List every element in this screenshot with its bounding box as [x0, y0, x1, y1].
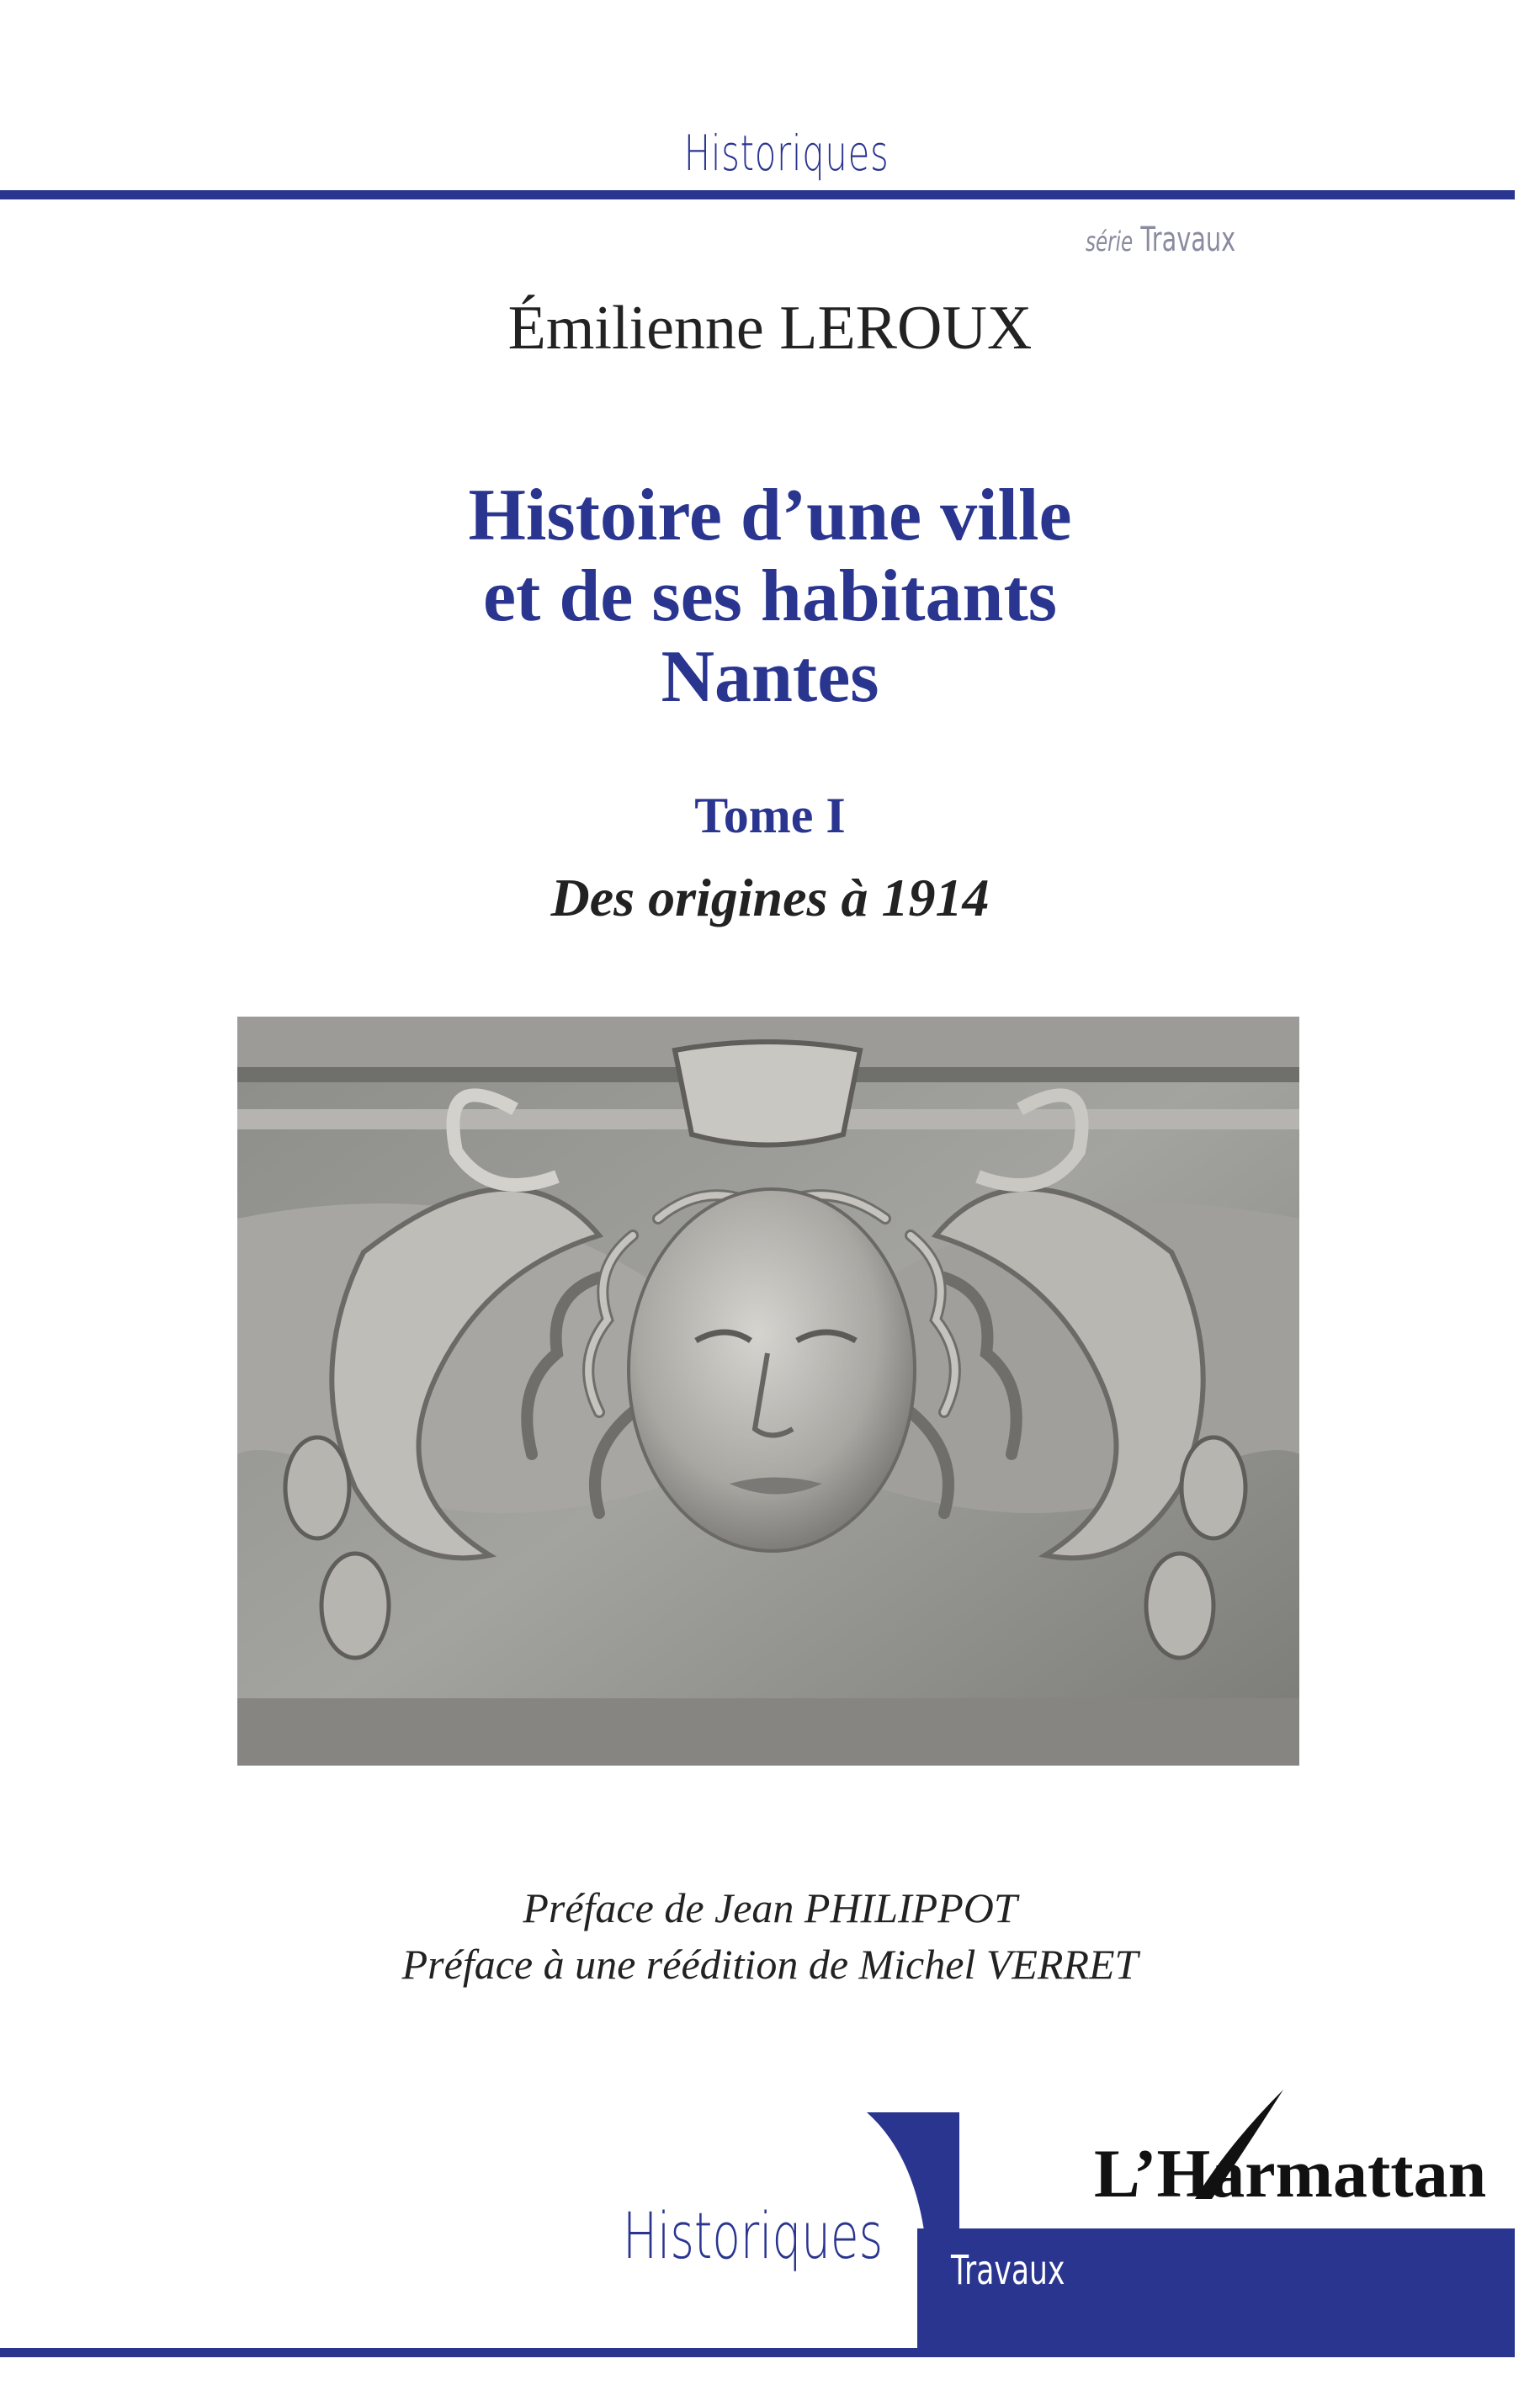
publisher-logo: L’Harmattan	[1094, 2135, 1487, 2212]
top-rule	[0, 190, 1515, 199]
author-name: Émilienne LEROUX	[507, 294, 1033, 363]
series-sub-bottom: Travaux	[951, 2247, 1065, 2294]
book-title	[0, 475, 1540, 718]
volume-label: Tome I	[694, 788, 846, 843]
series-name-bottom: Historiques	[623, 2198, 884, 2273]
series-name-top: Historiques	[683, 125, 889, 182]
preface-credit-2: Préface à une réédition de Michel VERRET	[401, 1941, 1139, 1988]
preface-credit-1: Préface de Jean PHILIPPOT	[523, 1884, 1017, 1931]
series-subtitle	[1086, 220, 1235, 259]
serie-name: Travaux	[1140, 220, 1236, 259]
title-line-3: Nantes	[661, 636, 879, 718]
bottom-rule	[0, 2348, 1515, 2357]
cover-photo-mascaron	[237, 1017, 1299, 1766]
book-subtitle: Des origines à 1914	[550, 868, 990, 927]
title-line-1: Histoire d’une ville	[468, 475, 1072, 556]
serie-label: série	[1086, 226, 1134, 258]
title-line-2: et de ses habitants	[482, 555, 1058, 637]
